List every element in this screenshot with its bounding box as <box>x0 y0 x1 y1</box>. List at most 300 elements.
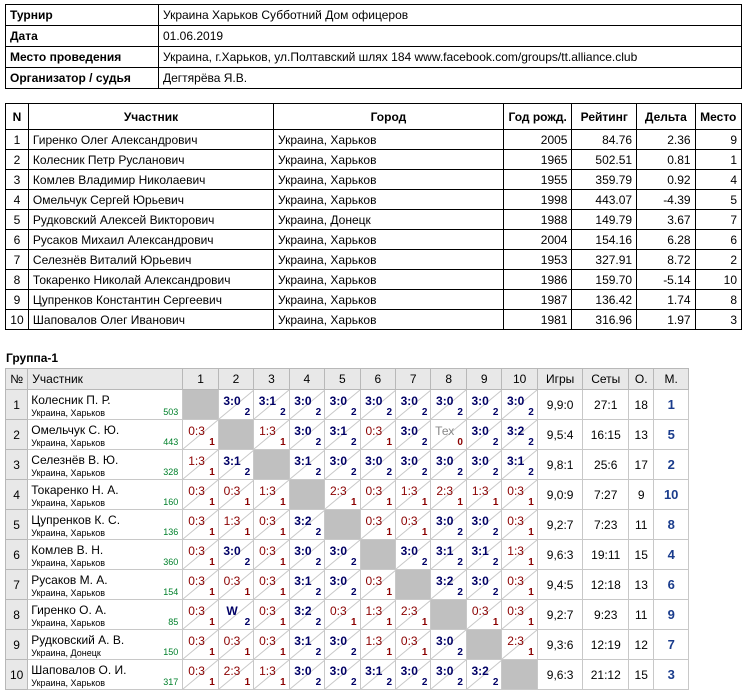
group-place: 9 <box>654 600 689 630</box>
group-points: 9 <box>629 480 654 510</box>
match-result-cell <box>360 510 395 540</box>
group-points: 12 <box>629 630 654 660</box>
match-points: 1 <box>528 497 534 508</box>
match-points: 1 <box>421 497 428 508</box>
match-points: 1 <box>209 587 215 598</box>
match-points: 2 <box>351 587 357 598</box>
player-name: Селезнёв В. Ю. <box>31 453 119 467</box>
match-result-cell <box>254 660 289 690</box>
match-result-cell <box>183 450 218 480</box>
match-result-cell <box>360 660 395 690</box>
match-result-cell <box>325 390 360 420</box>
diagonal-cell <box>254 450 289 480</box>
match-result-cell <box>396 660 431 690</box>
player-rating: 503 <box>163 407 179 417</box>
match-score: 1:3 <box>259 484 276 498</box>
participant-cell: Шаповалов Олег Иванович <box>28 310 273 330</box>
player-rating: 154 <box>163 587 179 597</box>
diagonal-cell <box>502 660 537 690</box>
group-row-number: 4 <box>6 480 28 510</box>
group-games: 9,2:7 <box>537 600 583 630</box>
diagonal-cell <box>396 570 431 600</box>
match-points: 1 <box>280 497 286 508</box>
match-result-cell <box>502 540 537 570</box>
group-header-name: Участник <box>28 369 183 390</box>
match-score: 1:3 <box>365 634 383 648</box>
match-points: 1 <box>386 647 393 658</box>
diagonal-cell <box>218 420 253 450</box>
participant-cell: 1.74 <box>637 290 695 310</box>
diagonal-cell <box>183 390 218 420</box>
group-player <box>28 390 183 420</box>
match-result-cell <box>325 420 360 450</box>
match-points: 1 <box>351 497 357 508</box>
participant-cell: -4.39 <box>637 190 695 210</box>
participants-header-cell: Рейтинг <box>572 104 637 130</box>
group-header-opponent: 10 <box>502 369 537 390</box>
group-header-opponent: 3 <box>254 369 289 390</box>
match-result-cell <box>502 600 537 630</box>
player-city: Украина, Харьков <box>31 558 106 568</box>
participant-cell: 2 <box>695 250 741 270</box>
match-points: 1 <box>386 527 393 538</box>
match-score: 0:3 <box>188 604 205 618</box>
participant-cell: 84.76 <box>572 130 637 150</box>
match-score: 3:0 <box>294 394 312 408</box>
match-result-cell <box>360 630 395 660</box>
match-score: 3:0 <box>365 394 383 408</box>
match-result-cell <box>218 600 253 630</box>
participant-cell: 8 <box>6 270 29 290</box>
match-score: 3:1 <box>294 634 312 648</box>
participant-cell: 9 <box>695 130 741 150</box>
player-city: Украина, Харьков <box>31 438 106 448</box>
group-row-number: 7 <box>6 570 28 600</box>
participants-header-cell: Место <box>695 104 741 130</box>
group-player <box>28 570 183 600</box>
player-rating: 85 <box>168 617 179 627</box>
group-sets: 21:12 <box>583 660 629 690</box>
match-points: 1 <box>280 647 286 658</box>
match-result-cell <box>396 480 431 510</box>
participant-cell: Омельчук Сергей Юрьевич <box>28 190 273 210</box>
player-city: Украина, Харьков <box>31 588 106 598</box>
diagonal-cell <box>289 480 324 510</box>
group-player <box>28 510 183 540</box>
match-result-cell <box>183 570 218 600</box>
match-points: 2 <box>421 437 428 448</box>
match-result-cell <box>254 570 289 600</box>
info-label: Дата <box>6 26 159 47</box>
participant-cell: 359.79 <box>572 170 637 190</box>
player-name: Токаренко Н. А. <box>31 483 119 497</box>
match-points: 2 <box>457 677 463 688</box>
match-points: 2 <box>457 557 463 568</box>
match-score: 3:0 <box>471 574 489 588</box>
match-points: 2 <box>315 647 322 658</box>
match-score: 3:0 <box>400 424 418 438</box>
participant-cell: Комлев Владимир Николаевич <box>28 170 273 190</box>
group-row-number: 2 <box>6 420 28 450</box>
match-points: 1 <box>421 647 428 658</box>
match-score: 0:3 <box>507 514 524 528</box>
match-result-cell <box>254 480 289 510</box>
match-result-cell <box>360 600 395 630</box>
match-points: 2 <box>421 557 428 568</box>
match-score: 3:1 <box>258 394 277 408</box>
participant-cell: 1965 <box>503 150 572 170</box>
group-row <box>6 600 689 630</box>
match-points: 1 <box>244 647 251 658</box>
match-score: 3:0 <box>365 454 383 468</box>
match-result-cell <box>431 630 466 660</box>
group-header-row <box>6 369 689 390</box>
match-points: 1 <box>209 437 215 448</box>
match-result-cell <box>218 510 253 540</box>
match-points: 1 <box>528 557 534 568</box>
group-player <box>28 480 183 510</box>
match-result-cell <box>254 390 289 420</box>
match-points: 2 <box>492 407 499 418</box>
match-points: 1 <box>280 437 286 448</box>
participant-cell: 154.16 <box>572 230 637 250</box>
participant-cell: 149.79 <box>572 210 637 230</box>
group-table <box>5 368 689 690</box>
match-result-cell <box>183 660 218 690</box>
match-points: 2 <box>244 617 251 628</box>
group-sets: 19:11 <box>583 540 629 570</box>
match-result-cell <box>466 600 501 630</box>
group-points: 13 <box>629 570 654 600</box>
match-result-cell <box>360 390 395 420</box>
match-score: 3:0 <box>329 634 348 648</box>
match-score: W <box>226 604 238 618</box>
match-points: 2 <box>492 557 499 568</box>
group-header-num: № <box>6 369 28 390</box>
group-header-games: Игры <box>537 369 583 390</box>
match-points: 2 <box>280 407 286 418</box>
match-score: 3:0 <box>400 394 418 408</box>
group-row <box>6 450 689 480</box>
group-place: 5 <box>654 420 689 450</box>
match-result-cell <box>396 510 431 540</box>
match-score: 0:3 <box>188 574 205 588</box>
match-points: 1 <box>209 617 215 628</box>
match-points: 2 <box>244 407 251 418</box>
match-score: 3:0 <box>223 544 241 558</box>
group-row <box>6 390 689 420</box>
match-score: 0:3 <box>259 574 276 588</box>
match-result-cell <box>502 630 537 660</box>
match-result-cell <box>396 420 431 450</box>
match-result-cell <box>431 540 466 570</box>
match-result-cell <box>431 390 466 420</box>
participant-cell: 4 <box>6 190 29 210</box>
match-result-cell <box>289 600 324 630</box>
player-name: Рудковский А. В. <box>31 633 125 647</box>
match-score: 3:1 <box>365 664 383 678</box>
participant-cell: Украина, Харьков <box>274 250 504 270</box>
match-score: 0:3 <box>400 514 418 528</box>
group-player <box>28 540 183 570</box>
match-score: 0:3 <box>507 604 524 618</box>
match-score: 0:3 <box>259 544 276 558</box>
match-result-cell <box>183 630 218 660</box>
participant-row <box>6 170 742 190</box>
player-name: Цупренков К. С. <box>31 513 121 527</box>
participant-cell: 2004 <box>503 230 572 250</box>
match-score: 3:0 <box>506 394 525 408</box>
participant-cell: 6.28 <box>637 230 695 250</box>
participant-cell: 1998 <box>503 190 572 210</box>
group-row-number: 6 <box>6 540 28 570</box>
match-score: 0:3 <box>223 634 241 648</box>
participant-cell: 1981 <box>503 310 572 330</box>
match-points: 1 <box>386 587 393 598</box>
match-points: 2 <box>528 467 534 478</box>
match-points: 1 <box>351 617 357 628</box>
info-value: 01.06.2019 <box>159 26 742 47</box>
group-row-number: 8 <box>6 600 28 630</box>
match-points: 2 <box>492 587 499 598</box>
match-score: 3:0 <box>436 514 454 528</box>
match-points: 1 <box>209 467 215 478</box>
match-points: 1 <box>528 617 534 628</box>
match-points: 2 <box>244 467 251 478</box>
match-score: 1:3 <box>471 484 489 498</box>
match-points: 2 <box>351 557 357 568</box>
group-place: 4 <box>654 540 689 570</box>
match-score: 3:0 <box>400 454 418 468</box>
participant-cell: 2.36 <box>637 130 695 150</box>
info-label: Место проведения <box>6 47 159 68</box>
match-result-cell <box>466 570 501 600</box>
match-score: 1:3 <box>365 604 383 618</box>
match-points: 2 <box>351 647 357 658</box>
match-result-cell <box>325 660 360 690</box>
group-games: 9,6:3 <box>537 540 583 570</box>
match-score: 3:0 <box>436 454 454 468</box>
group-points: 11 <box>629 600 654 630</box>
participant-cell: Токаренко Николай Александрович <box>28 270 273 290</box>
match-result-cell <box>218 570 253 600</box>
participant-cell: 3 <box>695 310 741 330</box>
match-points: 2 <box>457 467 463 478</box>
match-score: 3:0 <box>329 454 348 468</box>
match-score: 3:0 <box>294 424 312 438</box>
match-score: 1:3 <box>188 454 205 468</box>
participants-table <box>5 103 742 330</box>
match-score: 1:3 <box>223 514 241 528</box>
match-result-cell <box>396 450 431 480</box>
match-score: 3:2 <box>294 604 312 618</box>
match-result-cell <box>325 600 360 630</box>
match-points: 1 <box>209 497 215 508</box>
player-city: Украина, Харьков <box>31 498 106 508</box>
group-header-points: О. <box>629 369 654 390</box>
group-place: 7 <box>654 630 689 660</box>
match-points: 1 <box>280 677 286 688</box>
group-player <box>28 660 183 690</box>
participant-cell: 0.81 <box>637 150 695 170</box>
match-result-cell <box>431 450 466 480</box>
participant-cell: 1955 <box>503 170 572 190</box>
participants-header-cell: Дельта <box>637 104 695 130</box>
participant-cell: 502.51 <box>572 150 637 170</box>
player-rating: 360 <box>163 557 179 567</box>
match-points: 1 <box>528 587 534 598</box>
match-points: 2 <box>421 677 428 688</box>
group-row <box>6 630 689 660</box>
participant-cell: Селезнёв Виталий Юрьевич <box>28 250 273 270</box>
participant-row <box>6 230 742 250</box>
match-points: 2 <box>528 407 534 418</box>
match-points: 1 <box>244 677 251 688</box>
match-points: 2 <box>421 467 428 478</box>
match-result-cell <box>431 510 466 540</box>
match-result-cell <box>466 480 501 510</box>
match-score: 3:1 <box>436 544 454 558</box>
match-result-cell <box>254 630 289 660</box>
match-result-cell <box>396 630 431 660</box>
group-row-number: 9 <box>6 630 28 660</box>
match-points: 1 <box>386 497 393 508</box>
match-points: 2 <box>315 617 322 628</box>
group-row-number: 5 <box>6 510 28 540</box>
match-score: 0:3 <box>365 574 383 588</box>
participant-row <box>6 290 742 310</box>
match-score: 2:3 <box>507 634 524 648</box>
match-points: 2 <box>492 527 499 538</box>
group-sets: 12:18 <box>583 570 629 600</box>
match-points: 2 <box>386 677 393 688</box>
match-result-cell <box>218 660 253 690</box>
player-rating: 328 <box>163 467 179 477</box>
match-score: 2:3 <box>330 484 347 498</box>
match-score: 1:3 <box>259 664 276 678</box>
match-result-cell <box>289 510 324 540</box>
match-points: 1 <box>244 497 251 508</box>
participants-header-cell: Участник <box>28 104 273 130</box>
player-name: Шаповалов О. И. <box>31 663 127 677</box>
group-player <box>28 450 183 480</box>
match-result-cell <box>431 420 466 450</box>
match-result-cell <box>502 450 537 480</box>
match-result-cell <box>289 660 324 690</box>
tournament-info-table <box>5 4 742 89</box>
participant-cell: 3 <box>6 170 29 190</box>
participant-cell: Украина, Харьков <box>274 190 504 210</box>
participant-cell: Гиренко Олег Александрович <box>28 130 273 150</box>
match-points: 1 <box>492 497 499 508</box>
match-score: 3:0 <box>329 394 348 408</box>
participant-cell: 136.42 <box>572 290 637 310</box>
match-score: 0:3 <box>365 424 383 438</box>
match-points: 2 <box>421 407 428 418</box>
match-score: 0:3 <box>507 574 524 588</box>
match-score: 3:2 <box>506 424 525 438</box>
group-sets: 7:27 <box>583 480 629 510</box>
match-score: 1:3 <box>507 544 524 558</box>
participant-cell: 9 <box>6 290 29 310</box>
match-result-cell <box>466 540 501 570</box>
match-result-cell <box>396 390 431 420</box>
match-points: 1 <box>280 587 286 598</box>
match-result-cell <box>466 420 501 450</box>
match-points: 1 <box>457 497 463 508</box>
match-score: 2:3 <box>223 664 241 678</box>
match-result-cell <box>325 570 360 600</box>
participant-cell: Украина, Харьков <box>274 170 504 190</box>
participant-row <box>6 250 742 270</box>
match-points: 2 <box>315 677 322 688</box>
participant-cell: 7 <box>695 210 741 230</box>
group-row-number: 3 <box>6 450 28 480</box>
group-points: 11 <box>629 510 654 540</box>
player-name: Комлев В. Н. <box>31 543 104 557</box>
match-score: 2:3 <box>400 604 418 618</box>
match-score: 0:3 <box>400 634 418 648</box>
participant-cell: 1988 <box>503 210 572 230</box>
match-points: 1 <box>209 647 215 658</box>
participant-cell: 7 <box>6 250 29 270</box>
match-result-cell <box>502 420 537 450</box>
group-row-number: 10 <box>6 660 28 690</box>
match-score: 0:3 <box>507 484 524 498</box>
info-value: Украина, г.Харьков, ул.Полтавский шлях 184 www.facebook.com/groups/tt.alliance.club <box>159 47 742 68</box>
match-result-cell <box>218 630 253 660</box>
match-points: 1 <box>421 617 428 628</box>
group-row <box>6 420 689 450</box>
match-points: 1 <box>280 557 286 568</box>
group-points: 18 <box>629 390 654 420</box>
group-header-opponent: 6 <box>360 369 395 390</box>
player-name: Омельчук С. Ю. <box>31 423 120 437</box>
match-points: 1 <box>244 587 251 598</box>
diagonal-cell <box>431 600 466 630</box>
group-points: 13 <box>629 420 654 450</box>
match-score: 3:1 <box>294 574 312 588</box>
match-points: 2 <box>315 587 322 598</box>
match-score: 3:0 <box>400 544 418 558</box>
participant-cell: Украина, Харьков <box>274 230 504 250</box>
match-points: 2 <box>315 467 322 478</box>
match-score: 3:0 <box>223 394 241 408</box>
match-result-cell <box>360 450 395 480</box>
match-result-cell <box>325 630 360 660</box>
match-points: 2 <box>492 677 499 688</box>
match-result-cell <box>289 390 324 420</box>
match-result-cell <box>218 450 253 480</box>
participant-cell: 1 <box>695 150 741 170</box>
participant-cell: 159.70 <box>572 270 637 290</box>
match-score: 0:3 <box>259 634 276 648</box>
info-row <box>6 68 742 89</box>
group-header-opponent: 1 <box>183 369 218 390</box>
match-points: 2 <box>386 407 393 418</box>
match-result-cell <box>466 660 501 690</box>
match-score: 3:1 <box>471 544 489 558</box>
match-points: 2 <box>351 407 357 418</box>
participants-header-cell: Год рожд. <box>503 104 572 130</box>
match-score: 3:0 <box>471 394 489 408</box>
participant-cell: 3.67 <box>637 210 695 230</box>
match-score: 2:3 <box>436 484 454 498</box>
match-result-cell <box>502 390 537 420</box>
match-result-cell <box>325 480 360 510</box>
diagonal-cell <box>360 540 395 570</box>
match-points: 2 <box>457 527 463 538</box>
